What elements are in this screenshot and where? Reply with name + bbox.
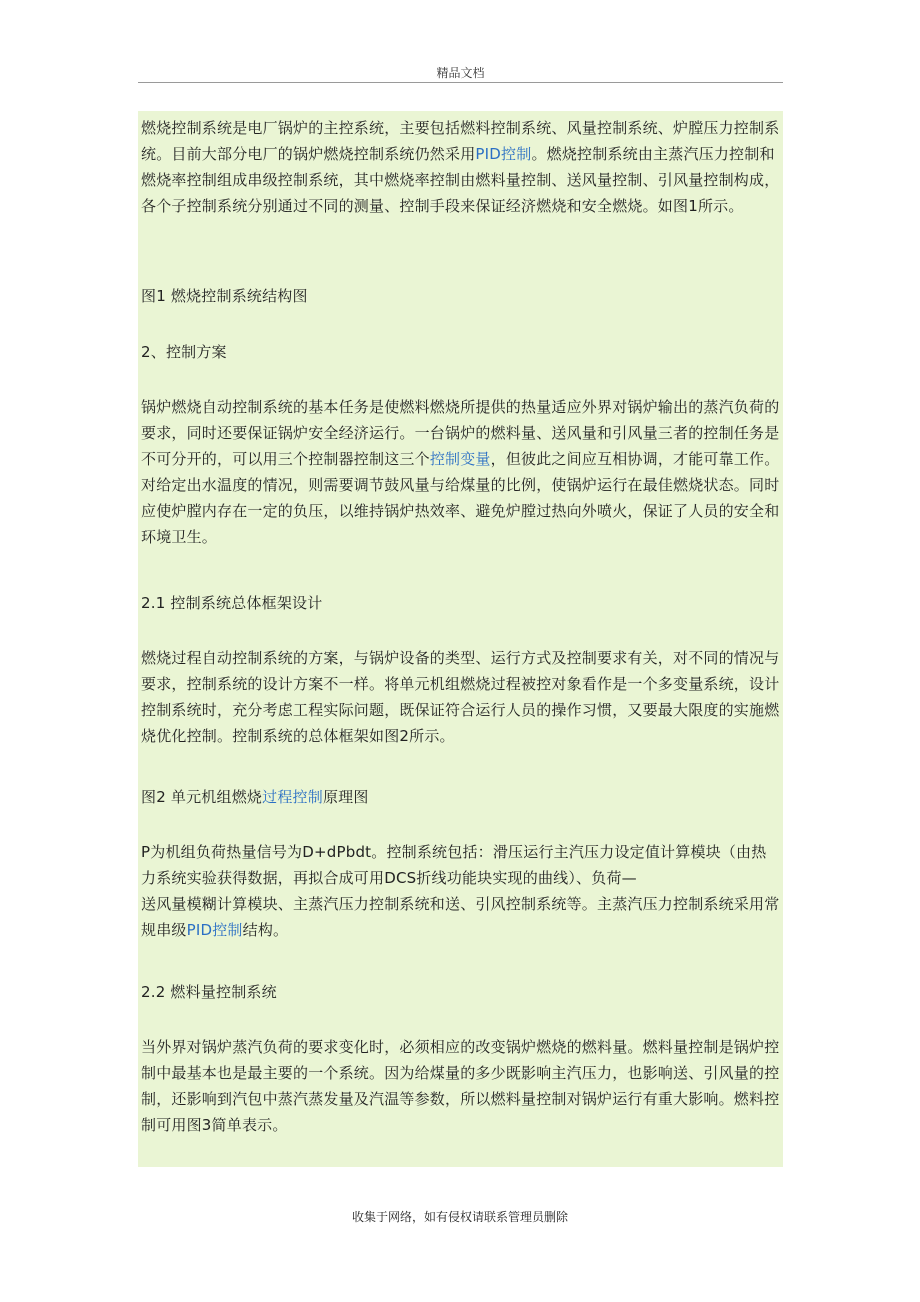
figure-1-caption: 图1 燃烧控制系统结构图 <box>141 287 308 305</box>
section-heading-control-scheme: 2、控制方案 <box>141 343 227 361</box>
paragraph-intro: 燃烧控制系统是电厂锅炉的主控系统，主要包括燃料控制系统、风量控制系统、炉膛压力控制系统。目前大部分电厂的锅炉燃烧控制系统仍然采用PID控制。燃烧控制系统由主蒸汽压力控制和燃烧率控制组成串级控制系统，其中燃烧率控制由燃料量控制、送风量控制、引风量控制构成，各个子控制系统分别通过不同的测量、控制手段来保证经济燃烧和安全燃烧。如图1所示。 <box>141 119 780 215</box>
page-footer: 收集于网络，如有侵权请联系管理员删除 <box>351 1210 568 1224</box>
paragraph-fuel-control: 当外界对锅炉蒸汽负荷的要求变化时，必须相应的改变锅炉燃烧的燃料量。燃料量控制是锅炉控制中最基本也是最主要的一个系统。因为给煤量的多少既影响主汽压力，也影响送、引风量的控制，还影响到汽包中蒸汽蒸发量及汽温等参数，所以燃料量控制对锅炉运行有重大影响。燃料控制可用图3简单表示。 <box>141 1038 780 1134</box>
page-header: 精品文档 <box>138 64 783 83</box>
paragraph-control-task: 锅炉燃烧自动控制系统的基本任务是使燃料燃烧所提供的热量适应外界对锅炉输出的蒸汽负荷的要求，同时还要保证锅炉安全经济运行。一台锅炉的燃料量、送风量和引风量三者的控制任务是不可分开的，可以用三个控制器控制这三个控制变量，但彼此之间应互相协调，才能可靠工作。对给定出水温度的情况，则需要调节鼓风量与给煤量的比例，使锅炉运行在最佳燃烧状态。同时应使炉膛内存在一定的负压，以维持锅炉热效率、避免炉膛过热向外喷火，保证了人员的安全和环境卫生。 <box>141 398 780 546</box>
pid-control-link[interactable]: PID控制 <box>475 145 532 163</box>
figure-2-caption: 图2 单元机组燃烧过程控制原理图 <box>141 788 369 806</box>
pid-control-link-2[interactable]: PID控制 <box>186 921 243 939</box>
document-body <box>138 111 783 1167</box>
paragraph-framework: 燃烧过程自动控制系统的方案，与锅炉设备的类型、运行方式及控制要求有关，对不同的情况与要求，控制系统的设计方案不一样。将单元机组燃烧过程被控对象看作是一个多变量系统，设计控制系统时，充分考虑工程实际问题，既保证符合运行人员的操作习惯，又要最大限度的实施燃烧优化控制。控制系统的总体框架如图2所示。 <box>141 649 780 745</box>
section-heading-2-1: 2.1 控制系统总体框架设计 <box>141 594 323 612</box>
section-heading-2-2: 2.2 燃料量控制系统 <box>141 983 277 1001</box>
control-variable-link[interactable]: 控制变量 <box>429 450 491 468</box>
paragraph-load-signal: P为机组负荷热量信号为D+dPbdt。控制系统包括：滑压运行主汽压力设定值计算模块（由热力系统实验获得数据，再拟合成可用DCS折线功能块实现的曲线）、负荷— 送风量模糊计算模块、主蒸汽压力控制系统和送、引风控制系统等。主蒸汽压力控制系统采用常规串级PID控制结构。 <box>141 843 780 939</box>
process-control-link[interactable]: 过程控制 <box>262 788 323 806</box>
